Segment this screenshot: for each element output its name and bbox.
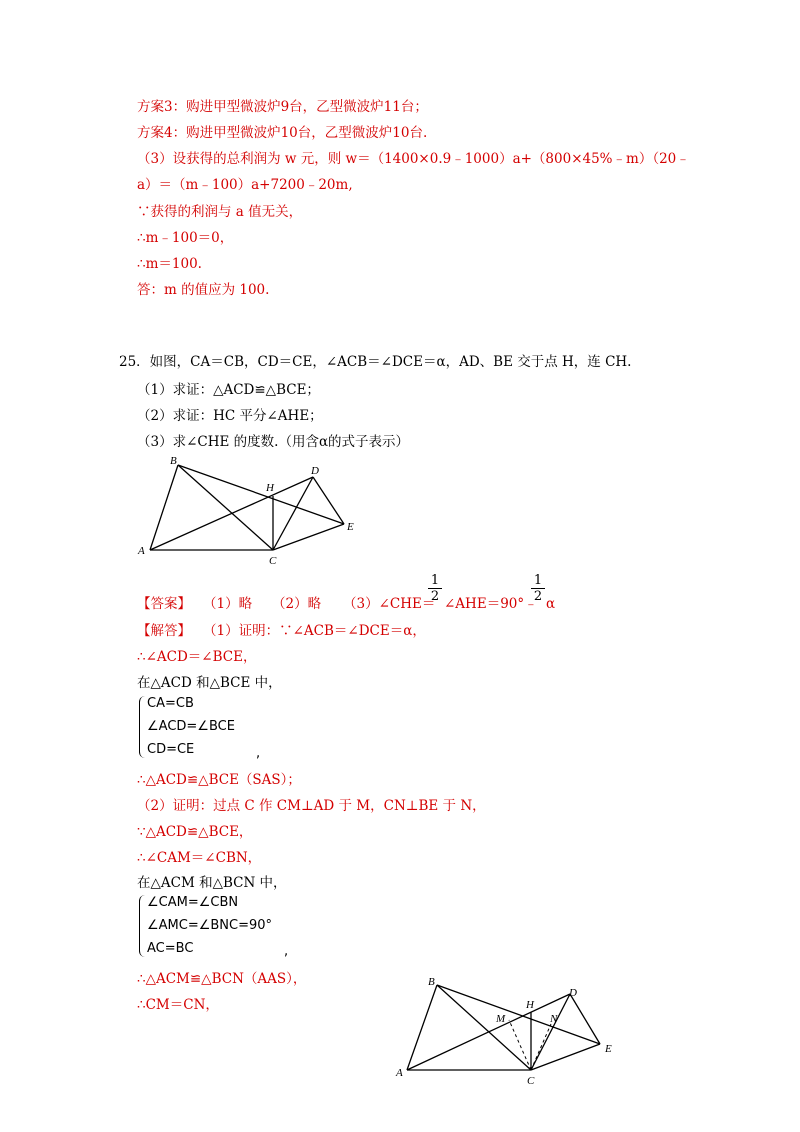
- proof-tag: 【解答】: [137, 623, 191, 639]
- question-3: （3）求∠CHE 的度数.（用含α的式子表示）: [137, 434, 410, 450]
- fig2-label-B: B: [428, 976, 435, 988]
- proof-line-1: （1）证明：∵∠ACB＝∠DCE＝α，: [203, 623, 426, 639]
- fig1-label-A: A: [138, 545, 145, 557]
- proof-line-9: ∴△ACM≌△BCN（AAS），: [137, 971, 307, 987]
- fig2-label-C: C: [527, 1075, 535, 1087]
- proof-line-2: ∴∠ACD＝∠BCE，: [137, 649, 257, 665]
- fraction-one-half-b: [531, 573, 545, 604]
- plan-4: 方案4：购进甲型微波炉10台，乙型微波炉10台.: [137, 125, 428, 141]
- geometry-figure-1: [135, 450, 375, 575]
- answer-part-3-mid: ∠AHE＝90°﹣: [444, 596, 538, 612]
- question-2: （2）求证：HC 平分∠AHE；: [137, 408, 323, 424]
- system-2-row-1: ∠CAM=∠CBN: [147, 895, 239, 910]
- because-line: ∵获得的利润与 a 值无关，: [137, 204, 303, 220]
- fig2-label-D: D: [569, 987, 577, 999]
- fraction-one-half-a: [428, 573, 442, 604]
- answer-tag: 【答案】: [137, 596, 191, 612]
- proof-line-5: （2）证明：过点 C 作 CM⊥AD 于 M，CN⊥BE 于 N，: [137, 798, 486, 814]
- system-2-row-3: AC=BC: [147, 941, 194, 956]
- system-1-row-1: CA=CB: [147, 696, 194, 711]
- fraction-denominator: 2: [533, 589, 543, 604]
- fig2-label-H: H: [526, 999, 534, 1011]
- question-1: （1）求证：△ACD≌△BCE；: [137, 382, 320, 398]
- therefore-line-1: ∴m﹣100＝0，: [137, 230, 234, 246]
- proof-line-3: 在△ACD 和△BCE 中，: [137, 675, 282, 691]
- answer-part-3-suffix: α: [546, 596, 556, 612]
- system-brace-2: [139, 895, 145, 957]
- proof-line-10: ∴CM＝CN，: [137, 997, 219, 1013]
- fig2-label-N: N: [550, 1013, 558, 1025]
- proof-line-7: ∴∠CAM＝∠CBN，: [137, 850, 262, 866]
- system-brace-1: [139, 696, 145, 758]
- fig1-label-E: E: [347, 521, 354, 533]
- proof-line-4: ∴△ACD≌△BCE（SAS）；: [137, 772, 301, 788]
- proof-line-6: ∵△ACD≌△BCE，: [137, 824, 253, 840]
- fraction-denominator: 2: [430, 589, 440, 604]
- plan-3: 方案3：购进甲型微波炉9台，乙型微波炉11台；: [137, 99, 428, 115]
- fig2-label-E: E: [605, 1043, 612, 1055]
- system-2-tail: ,: [284, 944, 289, 959]
- fig1-label-D: D: [311, 465, 319, 477]
- system-1-row-3: CD=CE: [147, 742, 195, 757]
- system-2-row-2: ∠AMC=∠BNC=90°: [147, 918, 273, 933]
- answer-part-1: （1）略: [203, 596, 253, 612]
- system-1-row-2: ∠ACD=∠BCE: [147, 719, 235, 734]
- answer-part-2: （2）略: [272, 596, 322, 612]
- answer-line-24: 答：m 的值应为 100.: [137, 282, 270, 298]
- part3-line-b: a）＝（m﹣100）a+7200﹣20m,: [137, 177, 353, 193]
- fig1-label-C: C: [269, 555, 277, 567]
- problem-25-stem: 25．如图，CA＝CB，CD＝CE，∠ACB＝∠DCE＝α，AD、BE 交于点 H，连 CH.: [119, 354, 632, 370]
- therefore-line-2: ∴m＝100.: [137, 256, 202, 272]
- geometry-figure-2: [395, 972, 625, 1092]
- fig1-label-B: B: [170, 455, 177, 467]
- fig1-label-H: H: [266, 482, 274, 494]
- proof-line-8: 在△ACM 和△BCN 中，: [137, 875, 287, 891]
- fig2-label-M: M: [496, 1013, 506, 1025]
- part3-line-a: （3）设获得的总利润为 w 元，则 w＝（1400×0.9﹣1000）a+（800×45%﹣m）（20﹣: [137, 151, 690, 167]
- system-1-tail: ,: [256, 746, 261, 761]
- fraction-numerator: 1: [428, 573, 442, 589]
- fraction-numerator: 1: [531, 573, 545, 589]
- answer-part-3-prefix: （3）∠CHE＝: [343, 596, 436, 612]
- fig2-label-A: A: [396, 1067, 403, 1079]
